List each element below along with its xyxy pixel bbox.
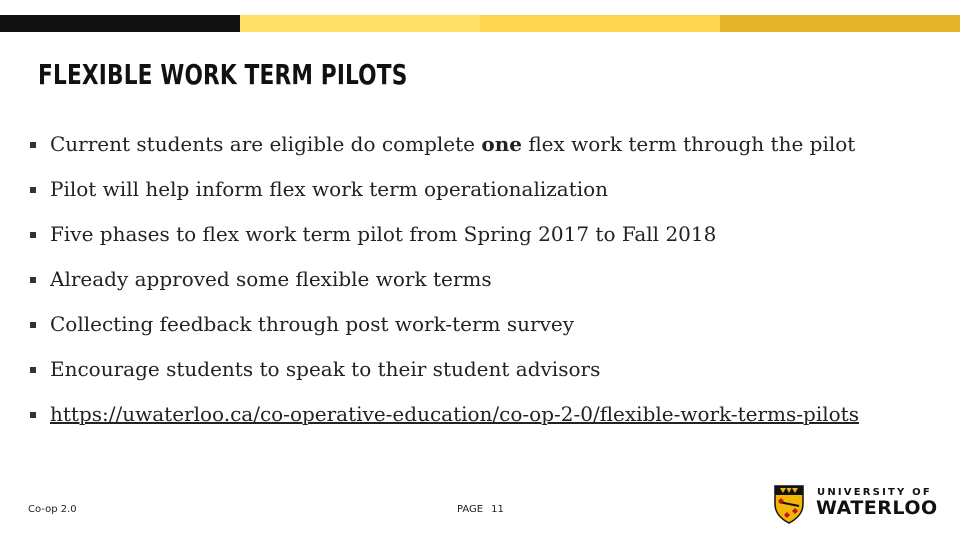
footer-course-label: Co-op 2.0: [28, 504, 77, 515]
bullet-item: Already approved some flexible work terms: [28, 267, 908, 292]
bullet-square-icon: [30, 322, 36, 328]
page-label: PAGE: [457, 504, 484, 515]
bar-segment-yellow: [480, 15, 720, 32]
bar-segment-gold: [720, 15, 960, 32]
bullet-square-icon: [30, 277, 36, 283]
bullet-item: Five phases to flex work term pilot from Spring 2017 to Fall 2018: [28, 222, 908, 247]
bullet-item: Collecting feedback through post work-term survey: [28, 312, 908, 337]
bullet-square-icon: [30, 142, 36, 148]
bullet-item: [28, 402, 908, 427]
bullet-square-icon: [30, 367, 36, 373]
flexible-work-terms-link[interactable]: https://uwaterloo.ca/co-operative-education/co-op-2-0/flexible-work-terms-pilots: [50, 402, 859, 426]
bullet-item: Encourage students to speak to their student advisors: [28, 357, 908, 382]
bullet-item: Pilot will help inform flex work term operationalization: [28, 177, 908, 202]
bullet-square-icon: [30, 232, 36, 238]
university-logo: [773, 484, 938, 528]
bullet-item: Current students are eligible do complete one flex work term through the pilot: [28, 132, 908, 157]
university-crest-icon: [773, 484, 805, 524]
slide-title: FLEXIBLE WORK TERM PILOTS: [38, 58, 408, 91]
logo-line-university-of: UNIVERSITY OF: [817, 487, 932, 498]
page-number: 11: [491, 504, 504, 515]
bullet-square-icon: [30, 187, 36, 193]
footer-page-indicator: [457, 504, 504, 515]
bar-segment-light-yellow: [240, 15, 480, 32]
bar-segment-black: [0, 15, 240, 32]
logo-line-waterloo: WATERLOO: [816, 497, 938, 519]
top-color-bar: [0, 15, 960, 32]
bullet-list: [28, 132, 908, 447]
bullet-square-icon: [30, 412, 36, 418]
